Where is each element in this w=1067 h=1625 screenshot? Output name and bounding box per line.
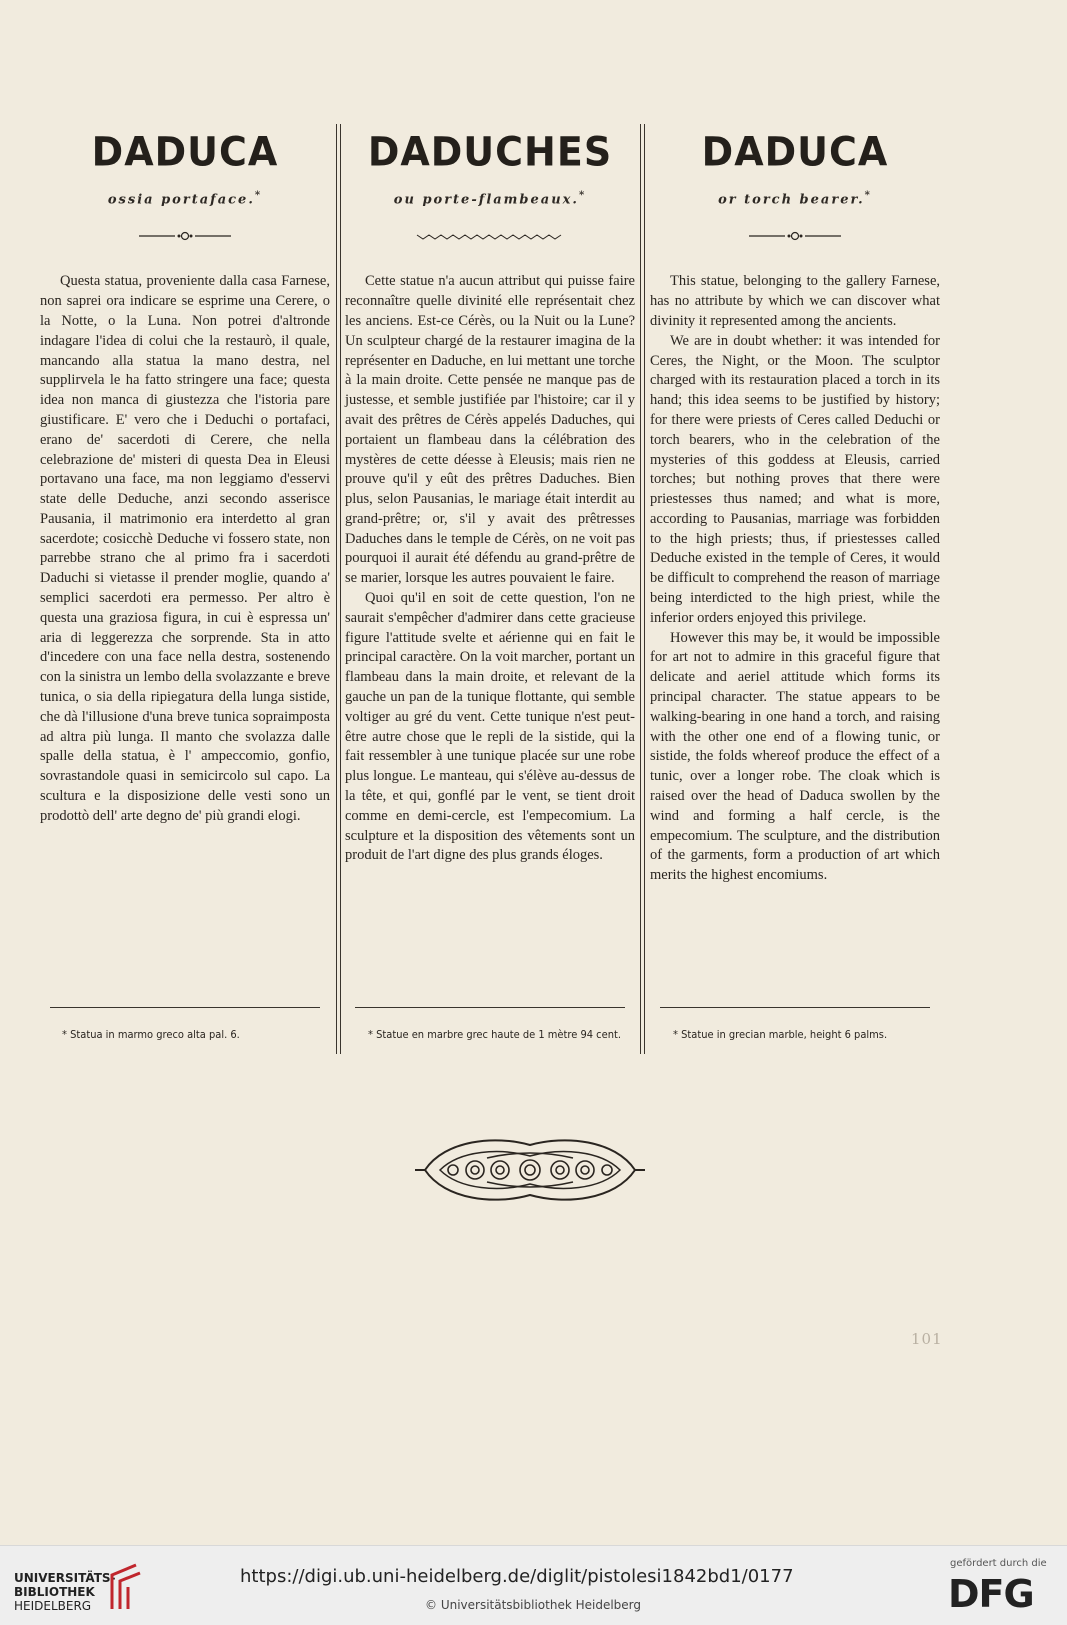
column-subtitle: or torch bearer.* bbox=[718, 190, 872, 208]
footnote: * Statue en marbre grec haute de 1 mètre 94 cent. bbox=[368, 1028, 621, 1041]
column-divider bbox=[640, 124, 645, 1054]
small-ornament-icon bbox=[650, 227, 940, 246]
paragraph: However this may be, it would be impossible for art not to admire in this graceful figure that delicate and aeriel attitude which forms its principal character. The statue appears to be walking-bearing in one hand a torch, and raising with the other one end of a flowing tunic, or sistide, the folds whereof produce the effect of a tunic, over a longer robe. The cloak which is raised over the head of Daduca swollen by the wind and forming a half cercle, is the empecomium. The sculpture, and the distribution of the garments, form a production of art which merits the highest encomiums. bbox=[650, 629, 940, 884]
paragraph: Questa statua, proveniente dalla casa Farnese, non saprei ora indicare se esprime una Cerere, o la Notte, o la Luna. Non potrei d'altronde indagare l'idea di colui che la restaurò, il quale, mancando alla statua la mano destra, nel supplirvela le ha fatto stringere una face; questa idea non manca di giustezza che l'istoria pare giustificare. E' vero che i Deduchi o portafaci, erano de' sacerdoti di Cerere, che nella celebrazione de' misteri di questa Dea in Eleusi portavano una face, ma non leggiamo d'esservi state delle Deduche, anzi secondo asserisce Pausania, il matrimonio era interdetto al gran sacerdote; cosicchè Deduche vi fossero state, non parrebbe strano che al primo fra i sacerdoti Daduchi si vietasse il prender moglie, quando a' semplici sacerdoti era permesso. Per altro è questa una graziosa figura, in cui è espressa un' aria di leggerezza che sorprende. Sta in atto d'incedere con una face nella destra, sostenendo con la sinistra un lembo della svolazzante e breve tunica, o sia della ripiegatura della lunga sistide, che dà l'illusione d'una breve tunica sopraimposta ad altra più lunga. Il manto che svolazza dalle spalle della statua, è l' ampeccomio, gonfio, sovrastandole quasi in semicircolo sul capo. La scultura e la disposizione delle vesti sono un prodottò dell' arte degno de' più grandi elogi. bbox=[40, 273, 330, 824]
column-french bbox=[345, 120, 635, 866]
paragraph: Cette statue n'a aucun attribut qui puisse faire reconnaître quelle divinité elle représentait chez les anciens. Est-ce Cérès, ou la Nuit ou la Lune? Un sculpteur chargé de la restaurer imagina de la représenter en Daduche, en lui mettant une torche à la main droite. Cette pensée ne manque pas de justesse, et semble justifiée par l'histoire; car il y avait des prêtres de Cérès appelés Daduches, qui portaient un flambeau dans la célébration des mystères de cette déesse à Eleusis; mais rien ne prouve qu'il y eût des prêtres Daduches. Bien plus, selon Pausanias, le mariage était interdit au grand-prêtre; or, s'il y avait des prêtresses Daduches dans le temple de Cérès, on ne voit pas pourquoi il aurait été défendu au grand-prêtre de se marier, lorsque les autres pouvaient le faire. bbox=[345, 273, 635, 587]
column-subtitle: ossia portaface.* bbox=[107, 190, 263, 208]
footnote: * Statue in grecian marble, height 6 palms. bbox=[673, 1028, 888, 1041]
column-english bbox=[650, 120, 940, 886]
permalink-url[interactable]: https://digi.ub.uni-heidelberg.de/diglit/pistolesi1842bd1/0177 bbox=[240, 1566, 794, 1587]
paragraph: This statue, belonging to the gallery Farnese, has no attribute by which we can discover what divinity it represented among the ancients. bbox=[650, 273, 940, 329]
column-title: DADUCA bbox=[91, 128, 279, 176]
column-title: DADUCA bbox=[701, 128, 889, 176]
copyright-notice: © Universitätsbibliothek Heidelberg bbox=[425, 1598, 642, 1612]
column-divider bbox=[336, 124, 341, 1054]
footnote-rule bbox=[50, 1007, 320, 1008]
column-subtitle: ou porte-flambeaux.* bbox=[393, 190, 587, 208]
paragraph: Quoi qu'il en soit de cette question, l'on ne saurait s'empêcher d'admirer dans cette gracieuse figure l'attitude svelte et aérienne qui en fait le principal caractère. On la voit marcher, portant un flambeau dans la main droite, et relevant de la gauche un pan de la tunique flottante, qui semble voltiger au gré du vent. Cette tunique n'est peut-être autre chose que le repli de la sistide, qui la fait ressembler à une tunique placée sur une robe plus longue. Le manteau, qui s'élève au-dessus de la tête, et qui, gonflé par le vent, se tient droit comme en demi-cercle, est l'empecomium. La sculpture et la disposition des vêtements sont un produit de l'art digne des plus grands éloges. bbox=[345, 590, 635, 864]
footnote: * Statua in marmo greco alta pal. 6. bbox=[62, 1028, 240, 1041]
paragraph: We are in doubt whether: it was intended for Ceres, the Night, or the Moon. The sculptor charged with its restauration placed a torch in its hand; this idea seems to be justified by history; for there were priests of Ceres called Deduchi or torch bearers, who in the celebration of the mysteries of this goddess at Eleusis, carried torches; but nothing proves that there were priestesses thus named; and what is more, according to Pausanias, marriage was forbidden to the high priests; thus, if priestesses called Deduche existed in the temple of Ceres, it would be difficult to comprehend the reason of marriage being interdicted to the high priest, while the inferior orders enjoyed this privilege. bbox=[650, 332, 940, 626]
column-body bbox=[345, 272, 635, 866]
footnote-rule bbox=[355, 1007, 625, 1008]
small-ornament-icon bbox=[40, 227, 330, 246]
library-logo-text[interactable]: UNIVERSITÄTS- BIBLIOTHEK HEIDELBERG bbox=[14, 1571, 116, 1613]
footnote-rule bbox=[660, 1007, 930, 1008]
viewer-footer bbox=[0, 1545, 1067, 1625]
column-body bbox=[40, 272, 330, 826]
column-title: DADUCHES bbox=[367, 128, 613, 176]
page-number: 101 bbox=[911, 1330, 943, 1348]
decorative-ornament-icon bbox=[415, 1130, 645, 1214]
column-italian bbox=[40, 120, 330, 827]
library-logo-icon[interactable] bbox=[106, 1561, 146, 1615]
funding-note: gefördert durch die bbox=[950, 1558, 1047, 1569]
dfg-logo[interactable]: DFG bbox=[948, 1572, 1034, 1616]
small-ornament-icon bbox=[345, 227, 635, 246]
column-body bbox=[650, 272, 940, 886]
